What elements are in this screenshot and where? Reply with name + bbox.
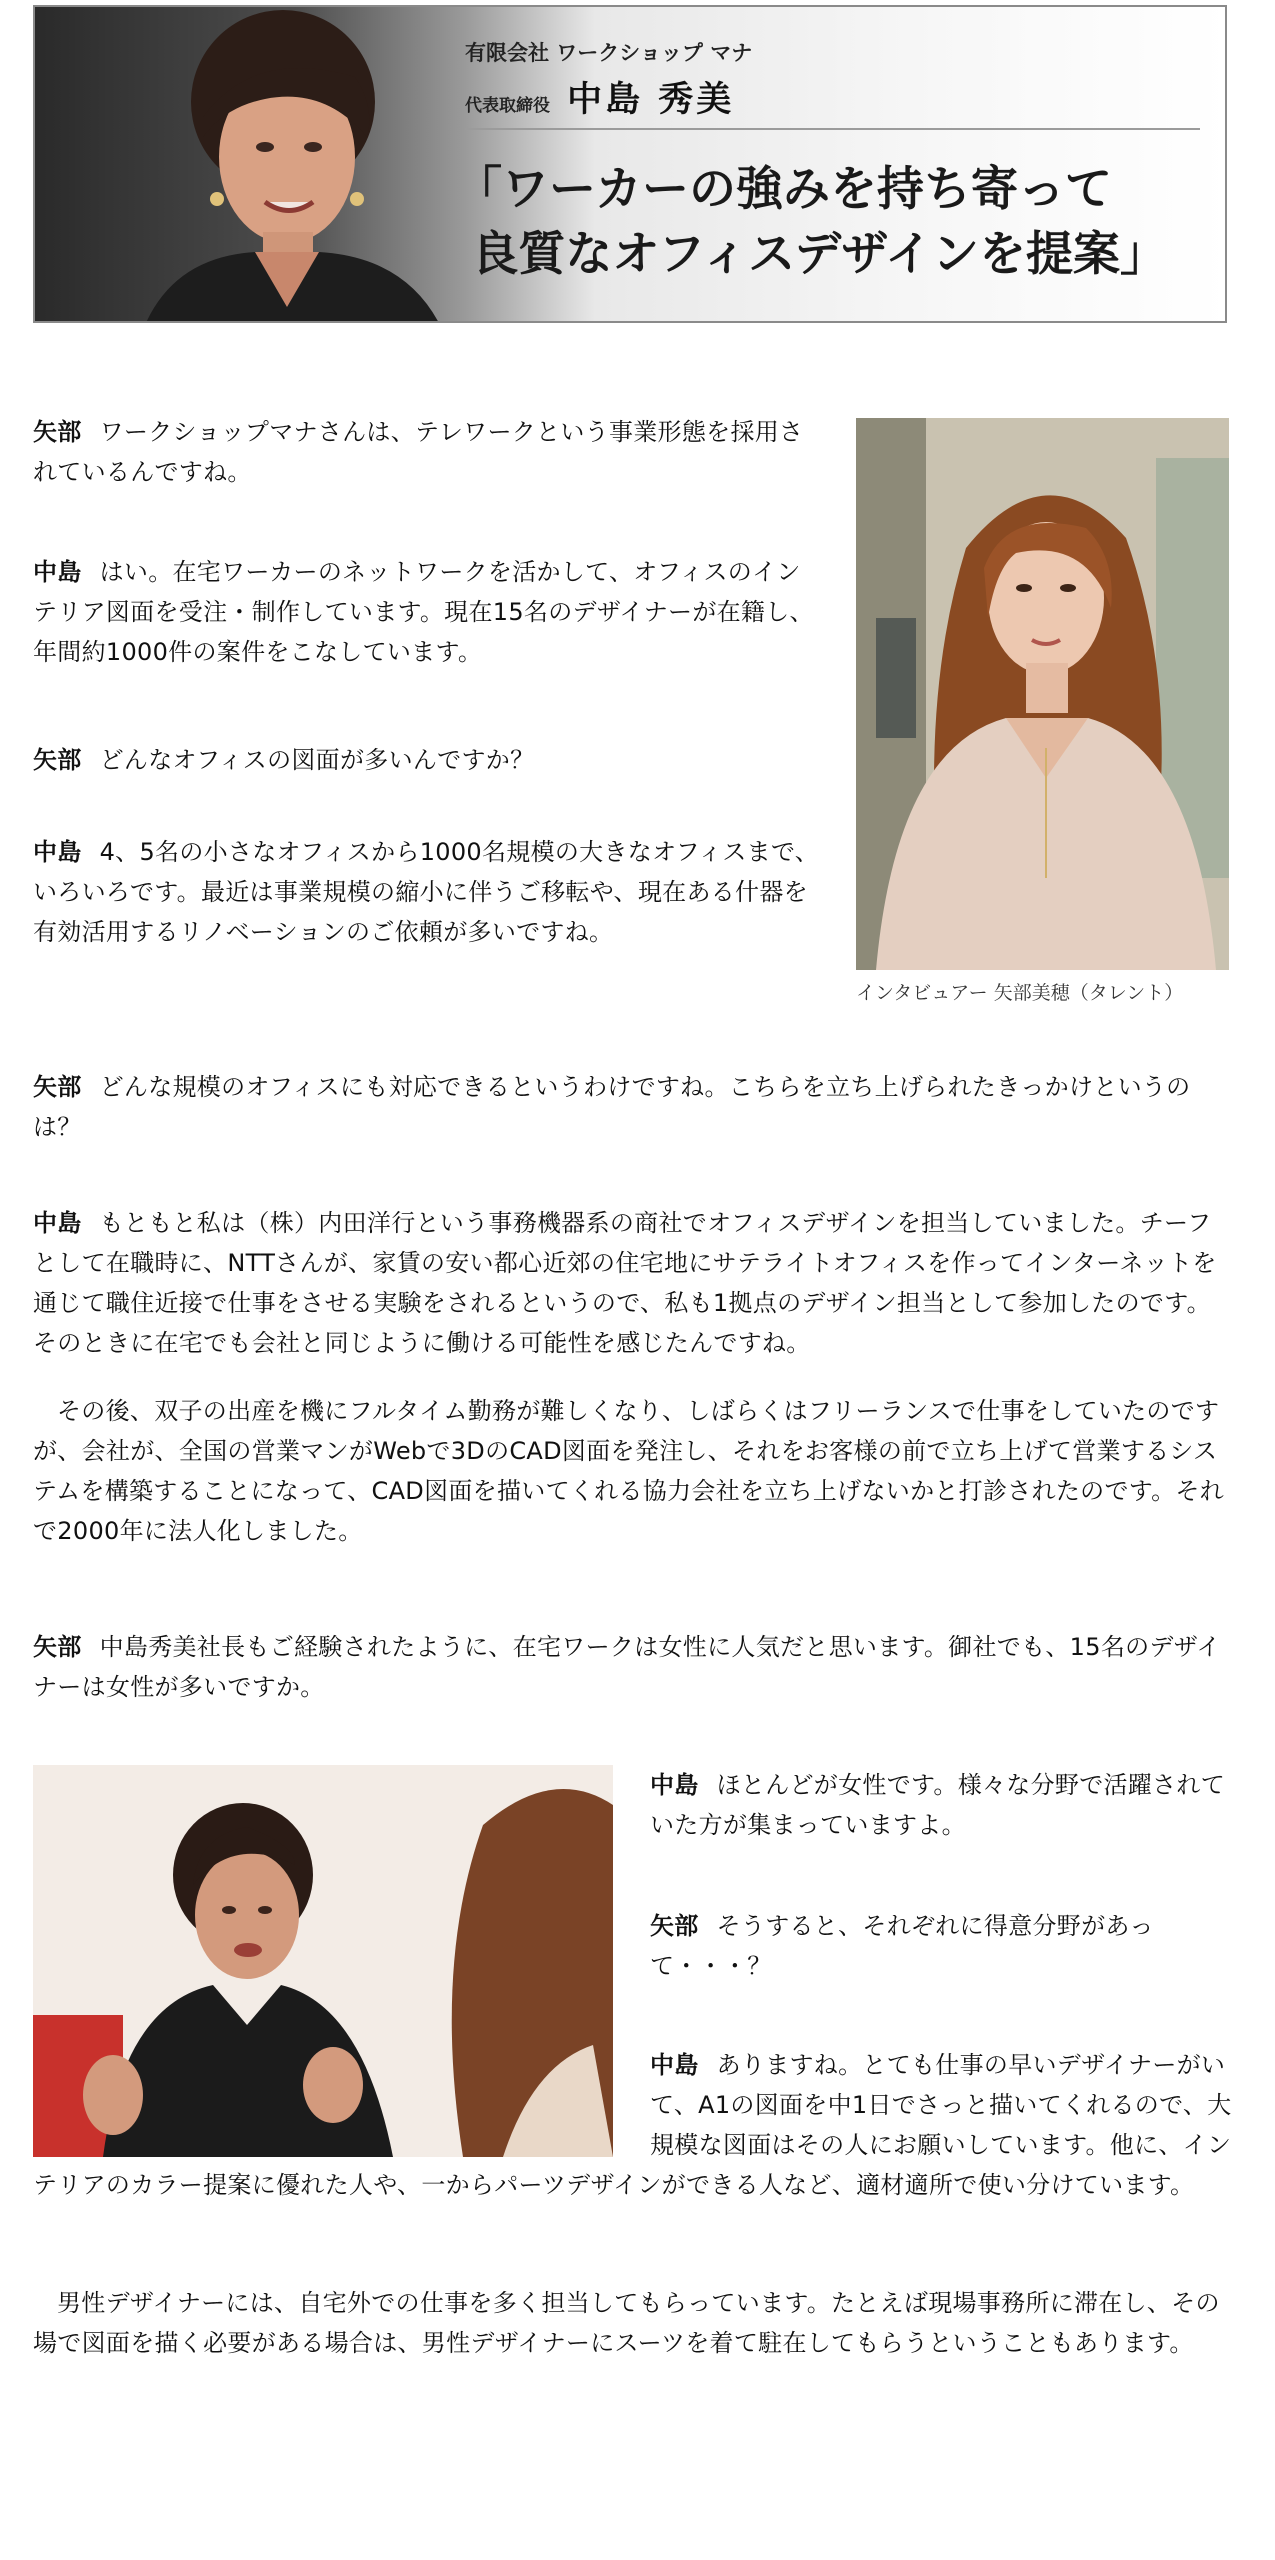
paragraph-text: ワークショップマナさんは、テレワークという事業形態を採用されているんですね。 bbox=[33, 418, 804, 486]
speaker-label: 中島 bbox=[33, 1209, 82, 1237]
interview-paragraph bbox=[33, 832, 823, 952]
ceo-name: 中島 秀美 bbox=[567, 80, 735, 120]
speaker-label: 中島 bbox=[650, 2051, 699, 2079]
interview-paragraph bbox=[33, 1391, 1233, 1551]
speaker-label: 中島 bbox=[33, 558, 82, 586]
paragraph-text: そうすると、それぞれに得意分野があって・・・？ bbox=[650, 1912, 1154, 1980]
company-name: 有限会社 ワークショップ マナ bbox=[465, 41, 753, 65]
ceo-role: 代表取締役 bbox=[465, 96, 550, 116]
interview-paragraph bbox=[650, 1906, 1230, 1986]
paragraph-text: 4、5名の小さなオフィスから1000名規模の大きなオフィスまで、いろいろです。最近は事業規模の縮小に伴うご移転や、現在ある什器を有効活用するリノベーションのご依頼が多いですね。 bbox=[33, 838, 820, 946]
paragraph-text: どんなオフィスの図面が多いんですか？ bbox=[99, 746, 535, 774]
interview-paragraph bbox=[650, 1765, 1230, 1845]
headline: 「ワーカーの強みを持ち寄って 良質なオフィスデザインを提案」 bbox=[455, 162, 1167, 282]
speaker-label: 矢部 bbox=[33, 746, 82, 774]
photo-caption: インタビュアー 矢部美穂（タレント） bbox=[856, 982, 1184, 1004]
paragraph-text: はい。在宅ワーカーのネットワークを活かして、オフィスのインテリア図面を受注・制作しています。現在15名のデザイナーが在籍し、年間約1000件の案件をこなしています。 bbox=[33, 558, 814, 666]
speaker-label: 矢部 bbox=[33, 418, 82, 446]
ceo-portrait-photo bbox=[105, 7, 485, 323]
interview-paragraph bbox=[33, 552, 823, 672]
header-divider bbox=[465, 128, 1200, 130]
interview-paragraph bbox=[33, 1203, 1233, 1363]
speaker-label: 矢部 bbox=[33, 1633, 82, 1661]
interview-paragraph bbox=[33, 2283, 1233, 2363]
speaker-label: 矢部 bbox=[33, 1073, 82, 1101]
speaker-label: 中島 bbox=[650, 1771, 699, 1799]
interview-paragraph bbox=[33, 2045, 1233, 2205]
interview-paragraph bbox=[33, 1067, 1233, 1147]
header-banner bbox=[33, 5, 1227, 323]
paragraph-text: ほとんどが女性です。様々な分野で活躍されていた方が集まっていますよ。 bbox=[650, 1771, 1225, 1839]
paragraph-text: ありますね。とても仕事の早いデザイナーがいて、A1の図面を中1日でさっと描いてくれるので、大規模な図面はその人にお願いしています。他に、インテリアのカラー提案に優れた人や、一からパーツデザインができる人など、適材適所で使い分けています。 bbox=[33, 2051, 1232, 2199]
paragraph-text: もともと私は（株）内田洋行という事務機器系の商社でオフィスデザインを担当していました。チーフとして在職時に、NTTさんが、家賃の安い都心近郊の住宅地にサテライトオフィスを作ってインターネットを通じて職住近接で仕事をさせる実験をされるというので、私も1拠点のデザイン担当として参加したのです。そのときに在宅でも会社と同じように働ける可能性を感じたんですね。 bbox=[33, 1209, 1217, 1357]
paragraph-text: どんな規模のオフィスにも対応できるというわけですね。こちらを立ち上げられたきっかけというのは？ bbox=[33, 1073, 1191, 1141]
interview-paragraph bbox=[33, 740, 823, 780]
photo-wrap-spacer bbox=[33, 2045, 650, 2157]
paragraph-text: 男性デザイナーには、自宅外での仕事を多く担当してもらっています。たとえば現場事務所に滞在し、その場で図面を描く必要がある場合は、男性デザイナーにスーツを着て駐在してもらうということもあります。 bbox=[33, 2289, 1220, 2357]
speaker-label: 中島 bbox=[33, 838, 82, 866]
paragraph-text: その後、双子の出産を機にフルタイム勤務が難しくなり、しばらくはフリーランスで仕事をしていたのですが、会社が、全国の営業マンがWebで3DのCAD図面を発注し、それをお客様の前で立ち上げて営業するシステムを構築することになって、CAD図面を描いてくれる協力会社を立ち上げないかと打診されたのです。それで2000年に法人化しました。 bbox=[33, 1397, 1225, 1545]
interview-paragraph bbox=[33, 412, 823, 492]
paragraph-text: 中島秀美社長もご経験されたように、在宅ワークは女性に人気だと思います。御社でも、15名のデザイナーは女性が多いですか。 bbox=[33, 1633, 1221, 1701]
speaker-label: 矢部 bbox=[650, 1912, 699, 1940]
ceo-title bbox=[465, 72, 734, 122]
interviewer-photo bbox=[856, 418, 1229, 970]
interview-paragraph bbox=[33, 1627, 1233, 1707]
